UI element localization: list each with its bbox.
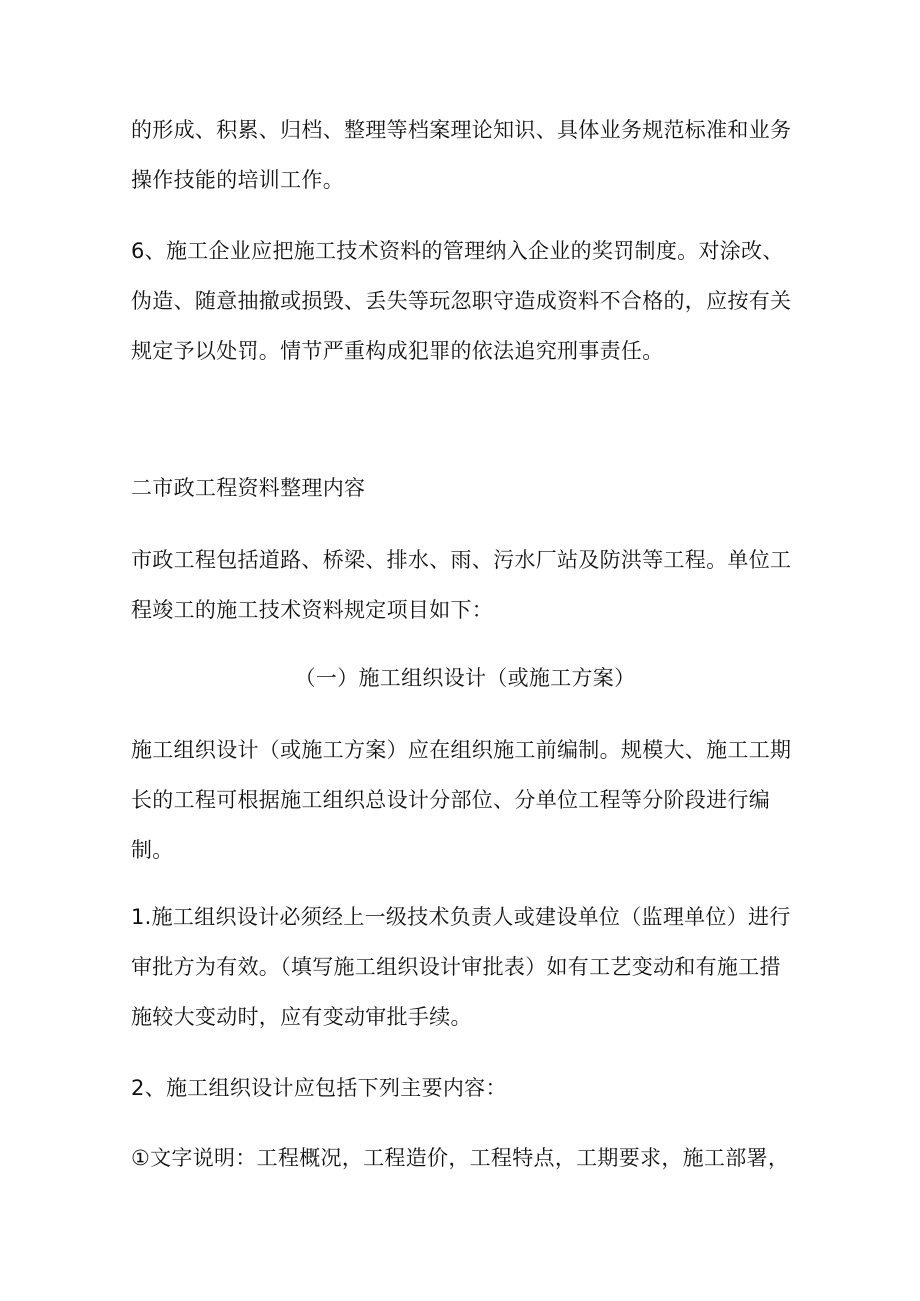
subsection-heading: （一）施工组织设计（或施工方案） [294,666,636,690]
paragraph-item-1-approval: 1.施工组织设计必须经上一级技术负责人或建设单位（监理单位）进行审批方为有效。（填写施工组织设计审批表）如有工艺变动和有施工措施较大变动时，应有变动审批手续。 [131,905,791,1029]
section-heading: 二市政工程资料整理内容 [131,476,366,500]
paragraph-text-description: ①文字说明：工程概况，工程造价，工程特点，工期要求，施工部署， [131,1146,790,1170]
paragraph-municipal-scope: 市政工程包括道路、桥梁、排水、雨、污水厂站及防洪等工程。单位工程竣工的施工技术资料规定项目如下： [131,548,792,622]
paragraph-item-6-penalty: 6、施工企业应把施工技术资料的管理纳入企业的奖罚制度。对涂改、伪造、随意抽撤或损毁、丢失等玩忽职守造成资料不合格的，应按有关规定予以处罚。情节严重构成犯罪的依法追究刑事责任。 [131,239,792,363]
paragraph-archive-training: 的形成、积累、归档、整理等档案理论知识、具体业务规范标准和业务操作技能的培训工作。 [131,118,792,192]
paragraph-item-2-contents: 2、施工组织设计应包括下列主要内容： [131,1076,507,1100]
paragraph-construction-design: 施工组织设计（或施工方案）应在组织施工前编制。规模大、施工工期长的工程可根据施工组织总设计分部位、分单位工程等分阶段进行编制。 [131,738,792,862]
